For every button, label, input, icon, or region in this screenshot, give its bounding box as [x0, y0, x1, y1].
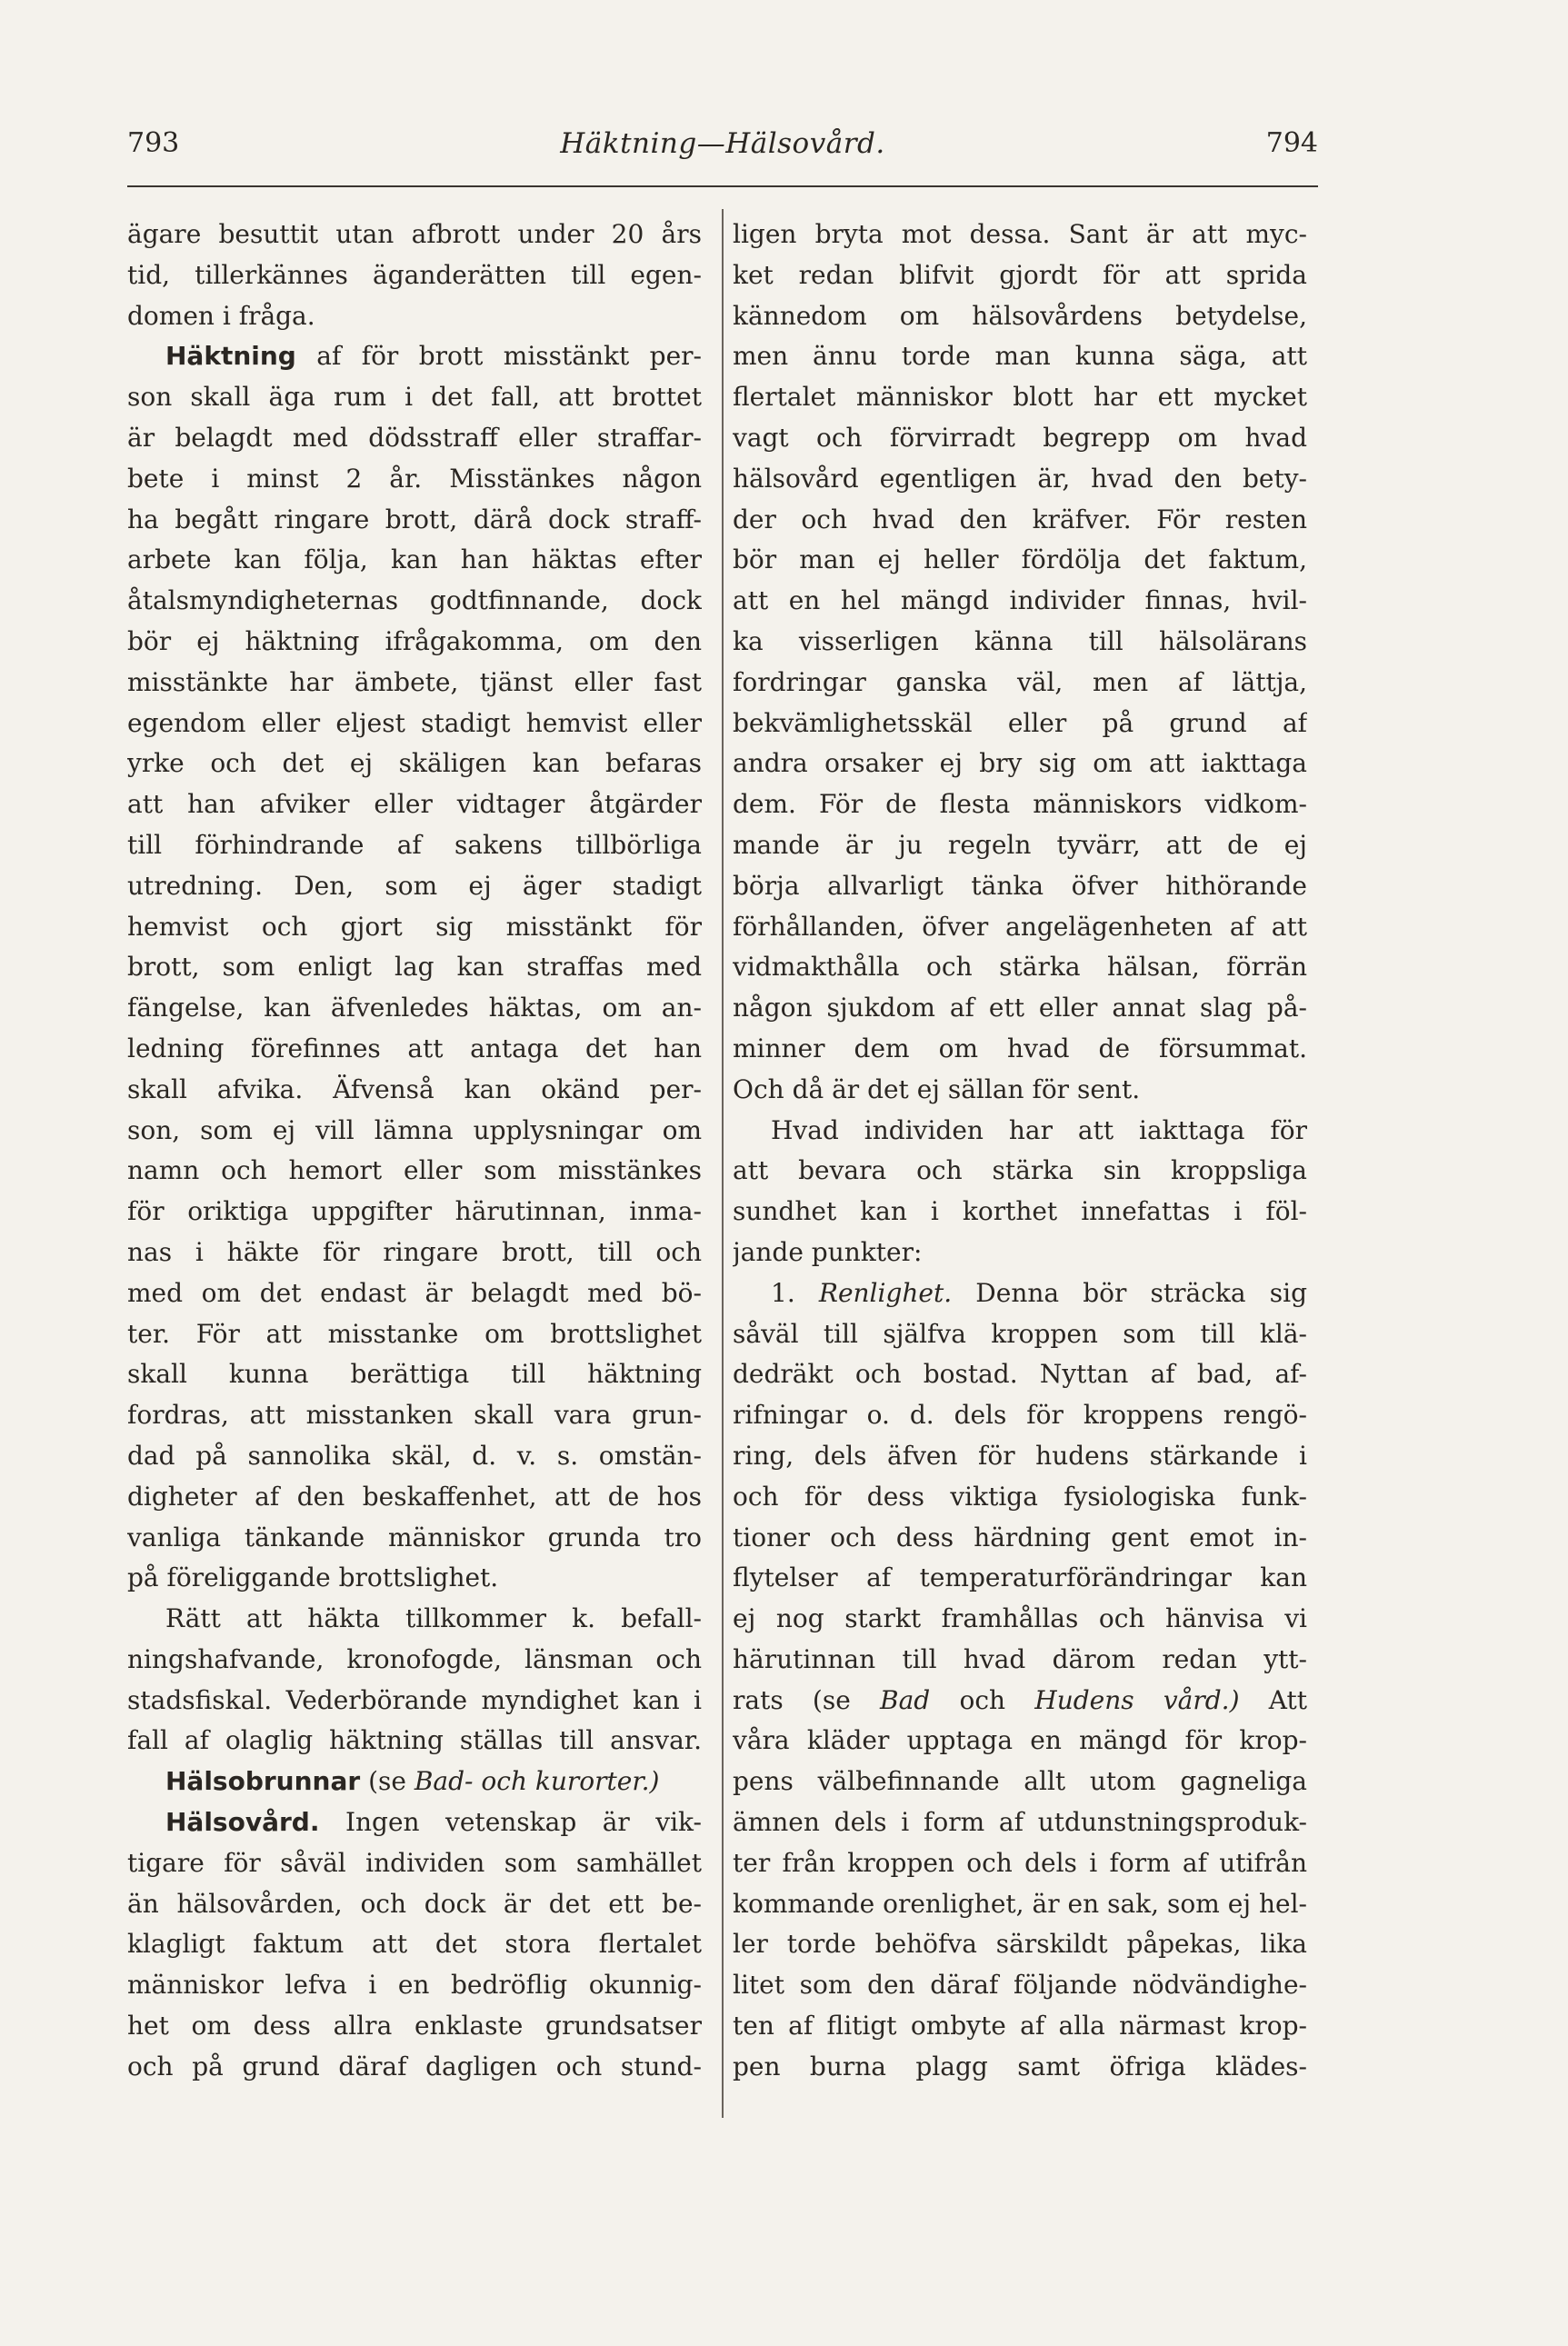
text-line: för oriktiga uppgifter härutinnan, inma-	[127, 1196, 702, 1227]
text-line: litet som den däraf följande nödvändighe-	[733, 1970, 1307, 2001]
point-heading: Renlighet.	[818, 1277, 953, 1308]
text-line: härutinnan till hvad därom redan ytt-	[733, 1643, 1307, 1674]
header-rule	[127, 185, 1318, 187]
text-line: skall kunna berättiga till häktning	[127, 1359, 702, 1390]
text-line: son, som ej vill lämna upplysningar om	[127, 1114, 702, 1145]
column-divider	[722, 209, 724, 2118]
text-line: pen burna plagg samt öfriga klädes-	[733, 2051, 1307, 2081]
text-line: någon sjukdom af ett eller annat slag på-	[733, 993, 1307, 1023]
text-line: ägare besuttit utan afbrott under 20 års	[127, 219, 702, 249]
text-line: ligen bryta mot dessa. Sant är att myc-	[733, 219, 1307, 249]
text-line: fängelse, kan äfvenledes häktas, om an-	[127, 993, 702, 1023]
text-line: åtalsmyndigheternas godtfinnande, dock	[127, 585, 702, 616]
text-line: tioner och dess härdning gent emot in-	[733, 1522, 1307, 1552]
text-line: tid, tillerkännes äganderätten till egen-	[127, 259, 702, 290]
text-line: vidmakthålla och stärka hälsan, förrän	[733, 952, 1307, 983]
cross-reference: Bad- och kurorter.)	[414, 1766, 660, 1797]
text-line: såväl till själfva kroppen som till klä-	[733, 1318, 1307, 1349]
headword: Häktning	[165, 341, 296, 372]
text-line: ämnen dels i form af utdunstningsproduk-	[733, 1807, 1307, 1838]
text-line: egendom eller eljest stadigt hemvist eller	[127, 707, 702, 738]
text-line: än hälsovården, och dock är det ett be-	[127, 1888, 702, 1919]
text-line: ring, dels äfven för hudens stärkande i	[733, 1440, 1307, 1471]
point-renlighet: 1. Renlighet. Denna bör sträcka sig	[771, 1277, 1307, 1308]
entry-halsovard: Hälsovård. Ingen vetenskap är vik-	[165, 1807, 702, 1838]
text-line: Hvad individen har att iakttaga för	[771, 1114, 1307, 1145]
text-line: Rätt att häkta tillkommer k. befall-	[165, 1603, 702, 1634]
text-line: pens välbefinnande allt utom gagneliga	[733, 1766, 1307, 1797]
text-line: rifningar o. d. dels för kroppens rengö-	[733, 1400, 1307, 1431]
text-line: ledning förefinnes att antaga det han	[127, 1033, 702, 1063]
text-line: men ännu torde man kunna säga, att	[733, 341, 1307, 372]
text-line: är belagdt med dödsstraff eller straffar-	[127, 422, 702, 453]
text-line: bör man ej heller fördölja det faktum,	[733, 544, 1307, 575]
text-line: att bevara och stärka sin kroppsliga	[733, 1155, 1307, 1186]
text-line: bete i minst 2 år. Misstänkes någon	[127, 463, 702, 494]
text-line: vagt och förvirradt begrepp om hvad	[733, 422, 1307, 453]
text-line: att en hel mängd individer finnas, hvil-	[733, 585, 1307, 616]
text-line: kännedom om hälsovårdens betydelse,	[733, 300, 1307, 331]
text-line: misstänkte har ämbete, tjänst eller fast	[127, 666, 702, 697]
text-line: med om det endast är belagdt med bö-	[127, 1277, 702, 1308]
text-line: flertalet människor blott har ett mycket	[733, 382, 1307, 413]
text-line: bör ej häktning ifrågakomma, om den	[127, 625, 702, 656]
right-column	[733, 215, 1307, 2088]
headword: Hälsovård.	[165, 1807, 320, 1838]
text-line: på föreliggande brottslighet.	[127, 1562, 499, 1593]
cross-reference: Hudens vård.)	[1034, 1684, 1240, 1715]
text-line: hemvist och gjort sig misstänkt för	[127, 911, 702, 942]
text-line: och på grund däraf dagligen och stund-	[127, 2051, 702, 2081]
text-line: ha begått ringare brott, därå dock straff-	[127, 504, 702, 534]
text-line: dedräkt och bostad. Nyttan af bad, af-	[733, 1359, 1307, 1390]
text-line: hälsovård egentligen är, hvad den bety-	[733, 463, 1307, 494]
page-number-right: 794	[1265, 127, 1318, 159]
left-column	[127, 215, 702, 2088]
text-line: sundhet kan i korthet innefattas i föl-	[733, 1196, 1307, 1227]
text-line: arbete kan följa, kan han häktas efter	[127, 544, 702, 575]
text-line: till förhindrande af sakens tillbörliga	[127, 829, 702, 860]
text-line: het om dess allra enklaste grundsatser	[127, 2011, 702, 2042]
text-line: förhållanden, öfver angelägenheten af att	[733, 911, 1307, 942]
cross-reference: Bad	[880, 1684, 931, 1715]
text-line: ket redan blifvit gjordt för att sprida	[733, 259, 1307, 290]
text-line: domen i fråga.	[127, 300, 315, 331]
text-line: flytelser af temperaturförändringar kan	[733, 1562, 1307, 1593]
page-number-left: 793	[127, 127, 180, 159]
text-line: ningshafvande, kronofogde, länsman och	[127, 1643, 702, 1674]
text-line: yrke och det ej skäligen kan befaras	[127, 748, 702, 779]
text-line: stadsfiskal. Vederbörande myndighet kan i	[127, 1684, 702, 1715]
text-line: mande är ju regeln tyvärr, att de ej	[733, 829, 1307, 860]
text-line: vanliga tänkande människor grunda tro	[127, 1522, 702, 1552]
text-line: andra orsaker ej bry sig om att iakttaga	[733, 748, 1307, 779]
text-line: klagligt faktum att det stora flertalet	[127, 1929, 702, 1960]
entry-halsobrunnar: Hälsobrunnar (se Bad- och kurorter.)	[165, 1766, 660, 1797]
text-line: och för dess viktiga fysiologiska funk-	[733, 1481, 1307, 1512]
text-line: brott, som enligt lag kan straffas med	[127, 952, 702, 983]
headword: Hälsobrunnar	[165, 1766, 361, 1797]
text-line-with-references: rats (se Bad och Hudens vård.) Att	[733, 1684, 1307, 1715]
text-line: minner dem om hvad de försummat.	[733, 1033, 1307, 1063]
text-line: ten af flitigt ombyte af alla närmast krop-	[733, 2011, 1307, 2042]
text-line: nas i häkte för ringare brott, till och	[127, 1236, 702, 1267]
text-line: ter. För att misstanke om brottslighet	[127, 1318, 702, 1349]
text-line: son skall äga rum i det fall, att brottet	[127, 382, 702, 413]
text-line: dem. För de flesta människors vidkom-	[733, 789, 1307, 820]
text-line: skall afvika. Äfvenså kan okänd per-	[127, 1073, 702, 1104]
running-header	[127, 127, 1318, 173]
text-line: att han afviker eller vidtager åtgärder	[127, 789, 702, 820]
text-line: namn och hemort eller som misstänkes	[127, 1155, 702, 1186]
text-line: bekvämlighetsskäl eller på grund af	[733, 707, 1307, 738]
text-line: ka visserligen känna till hälsolärans	[733, 625, 1307, 656]
text-line: dad på sannolika skäl, d. v. s. omstän-	[127, 1440, 702, 1471]
text-line: jande punkter:	[733, 1236, 923, 1267]
text-line: börja allvarligt tänka öfver hithörande	[733, 870, 1307, 901]
text-line: kommande orenlighet, är en sak, som ej hel-	[733, 1888, 1307, 1919]
text-line: tigare för såväl individen som samhället	[127, 1847, 702, 1878]
text-line: utredning. Den, som ej äger stadigt	[127, 870, 702, 901]
text-line: ter från kroppen och dels i form af utifrån	[733, 1847, 1307, 1878]
text-line: digheter af den beskaffenhet, att de hos	[127, 1481, 702, 1512]
text-line: ler torde behöfva särskildt påpekas, lika	[733, 1929, 1307, 1960]
text-line: Och då är det ej sällan för sent.	[733, 1073, 1141, 1104]
entry-haktning: Häktning af för brott misstänkt per-	[165, 341, 702, 372]
text-line: människor lefva i en bedröflig okunnig-	[127, 1970, 702, 2001]
text-line: fordras, att misstanken skall vara grun-	[127, 1400, 702, 1431]
running-title: Häktning—Hälsovård.	[560, 127, 885, 160]
text-line: våra kläder upptaga en mängd för krop-	[733, 1725, 1307, 1756]
text-line: fall af olaglig häktning ställas till ansvar.	[127, 1725, 702, 1756]
text-line: der och hvad den kräfver. För resten	[733, 504, 1307, 534]
text-line: fordringar ganska väl, men af lättja,	[733, 666, 1307, 697]
text-line: ej nog starkt framhållas och hänvisa vi	[733, 1603, 1307, 1634]
